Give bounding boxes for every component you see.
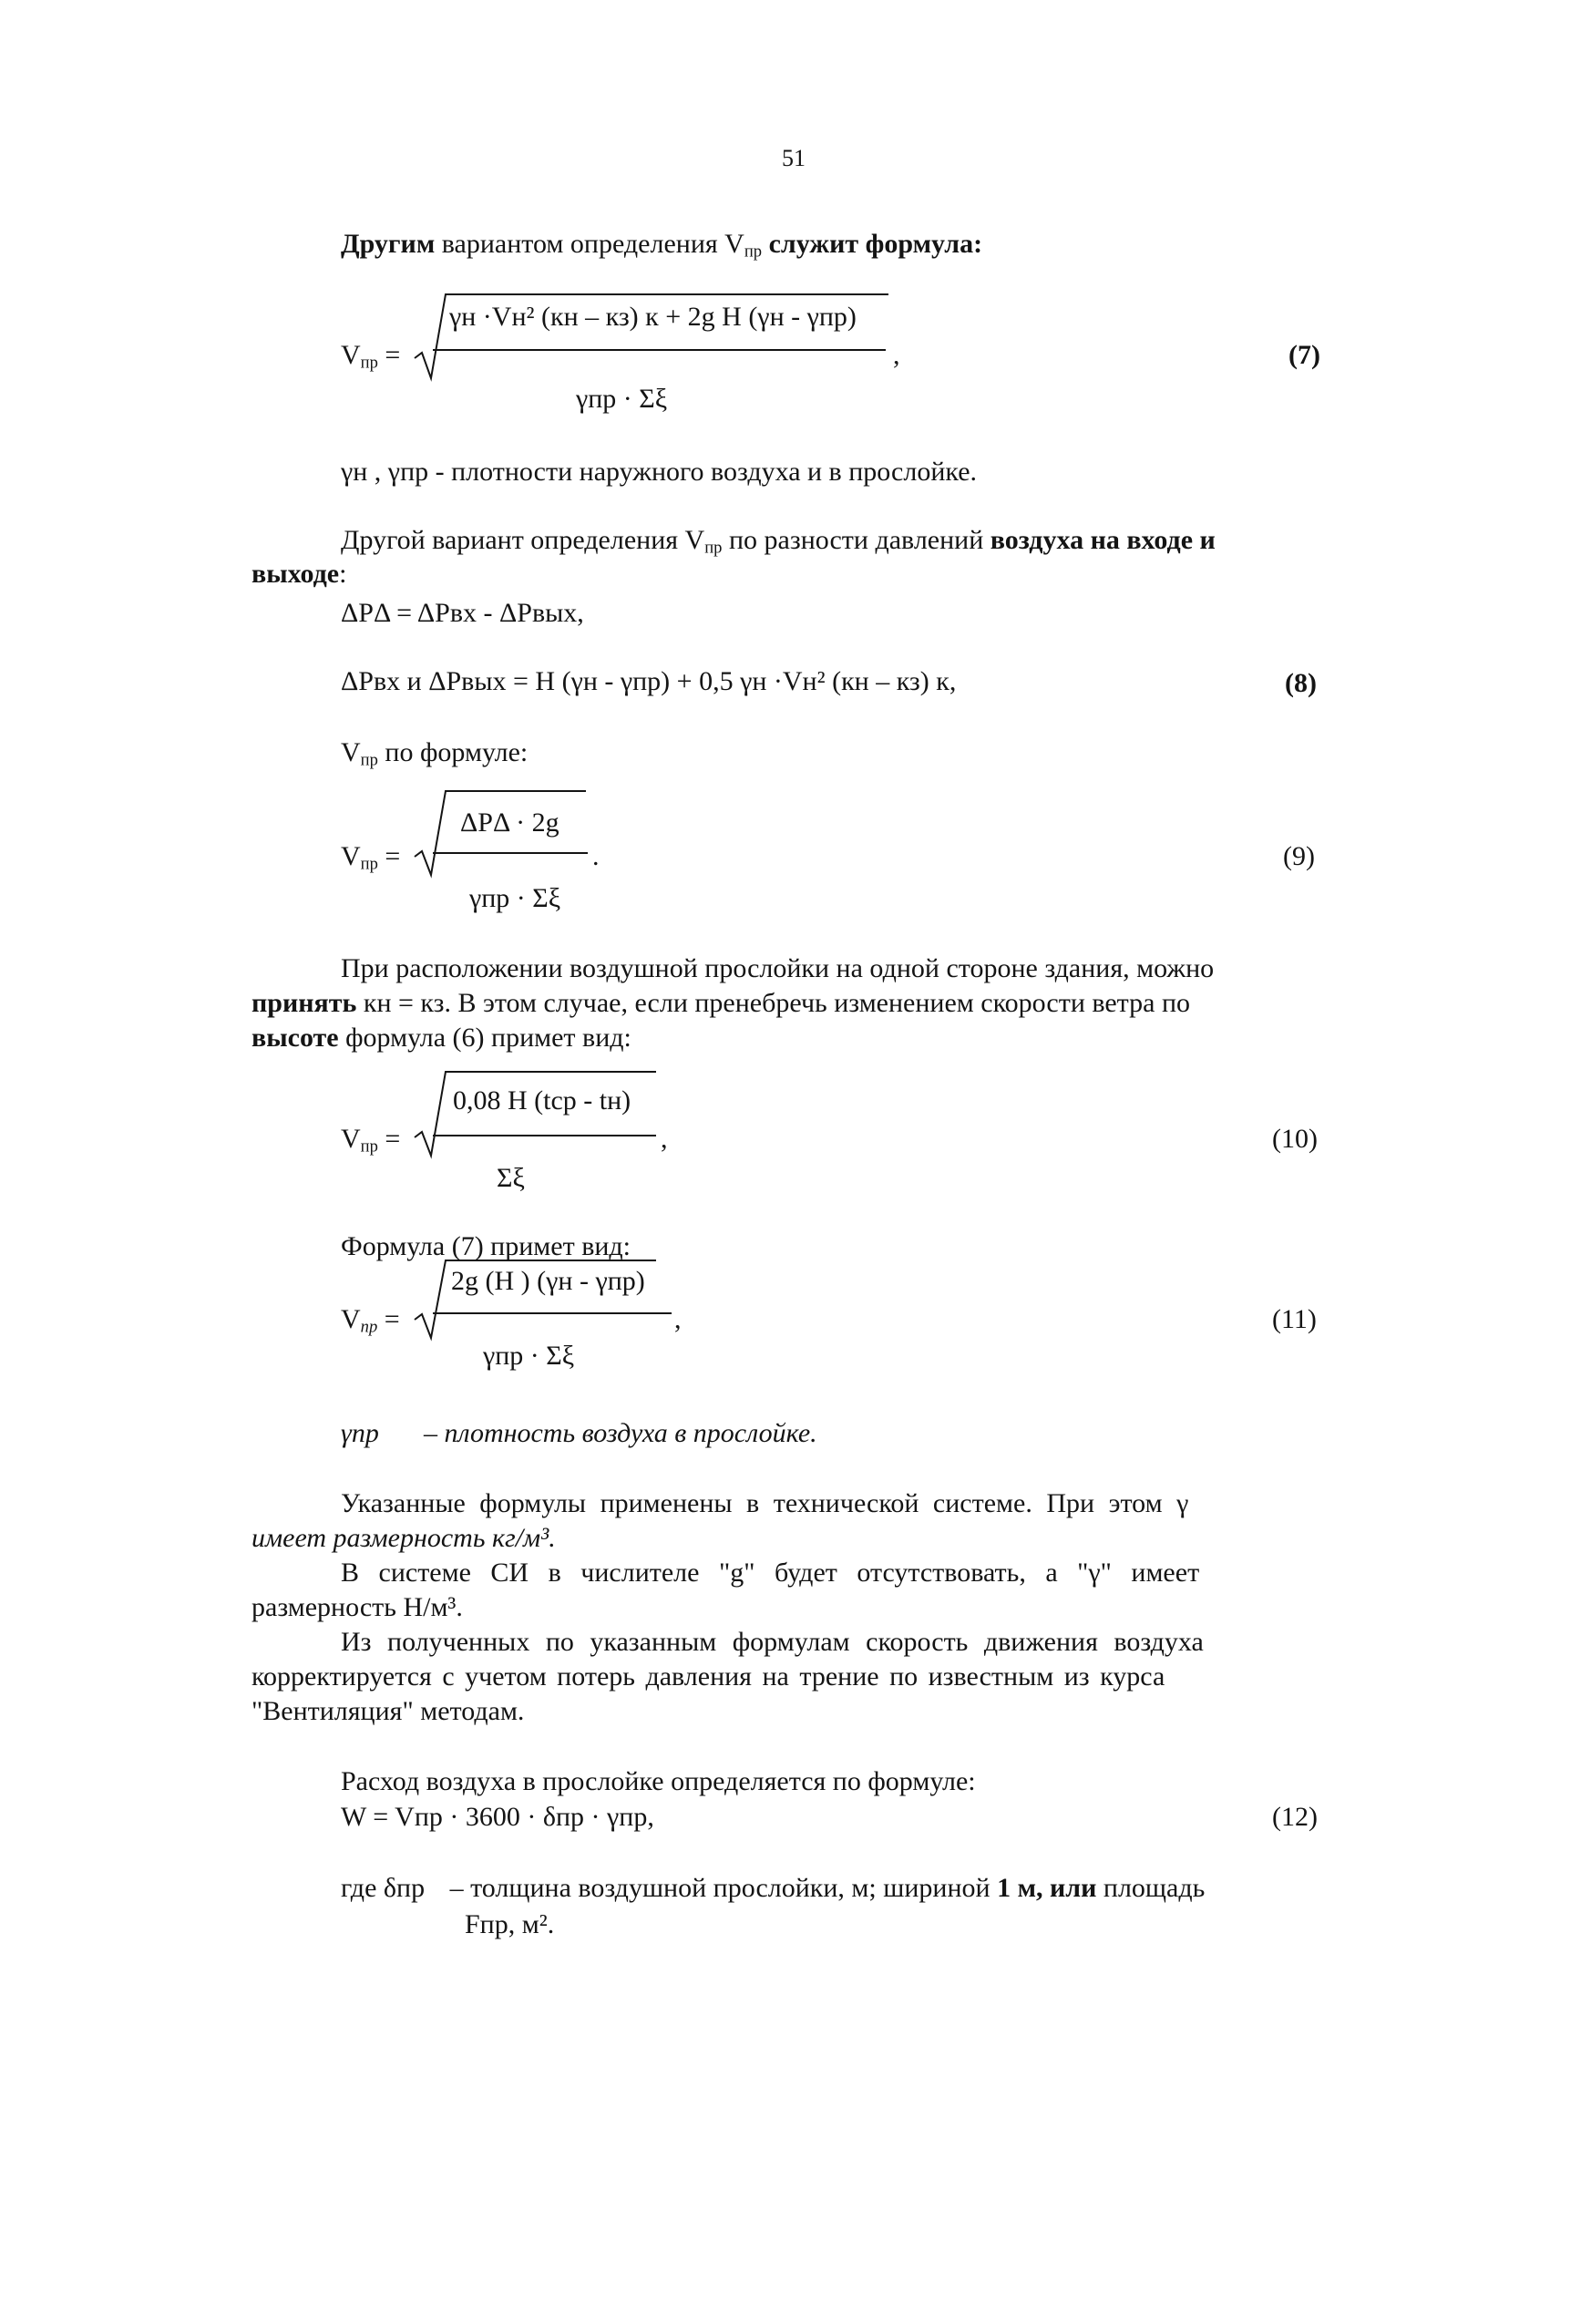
location-bold-prinyat: принять [251,988,357,1018]
correction-line-1: Из полученных по указанным формулам скорость движения воздуха [341,1627,1204,1657]
eq9-lhs: $V_{пр}$ = [341,841,401,874]
vpr-text: по формуле: [377,737,529,767]
vpr-sub: пр [360,750,378,770]
location-line-1: При расположении воздушной прослойки на одной стороне здания, можно [341,953,1215,983]
page-number: 51 [782,145,806,171]
variant2-line1 [341,524,1216,559]
intro-sub-1: пр [744,242,763,262]
eq11-lhs-v: V [341,1304,361,1334]
eq7-number: (7) [1288,340,1320,370]
eq11-fraction-bar [433,1312,672,1314]
units-line-1-text: Указанные формулы применены в технической системе. При этом γ [341,1488,1189,1518]
location-line-3 [251,1022,631,1054]
formula7-caption: Формула (7) примет вид: [341,1231,631,1261]
eq10-lhs: $V_{пр}$ = [341,1124,401,1157]
eq9-lhs-v: V [341,841,361,871]
eq7-trail: , [893,340,900,370]
gamma-pr-text: – плотность воздуха в прослойке. [424,1418,817,1448]
eq9-numerator: ΔPΔ · 2g [460,807,559,838]
location-line-2 [251,987,1190,1020]
where-text-2: площадь [1096,1873,1206,1903]
location-line3-rest: формула (6) примет вид: [338,1023,631,1053]
eq7-fraction-bar [433,349,886,351]
eq12-body: W = Vпр · 3600 · δпр · γпр, [341,1802,654,1832]
gamma-note: γн , γпр - плотности наружного воздуха и в прослойке. [341,457,978,487]
eq7-lhs: $V_{пр}$ = [341,340,401,373]
eq11-trail: , [674,1304,682,1334]
eq7-numerator: γн ·Vн² (кн – кз) к + 2g H (γн - γпр) [449,302,857,332]
eq7-lhs-v: V [341,340,361,370]
eq11-lhs-sub: пр [360,1317,378,1337]
correction-line-3: "Вентиляция" методам. [251,1696,525,1726]
eq7-lhs-sub: пр [360,353,378,373]
variant2-text-1: Другой вариант определения V [341,525,705,555]
eq7-denominator: γпр · Σξ [576,384,668,414]
where-line-1 [341,1872,1205,1905]
eq10-denominator: Σξ [497,1163,525,1193]
eq10-numerator: 0,08 H (tср - tн) [453,1085,631,1116]
where-text-1: – толщина воздушной прослойки, м; шириной [449,1873,998,1903]
eq10-lhs-sub: пр [360,1136,378,1157]
eq11-denominator: γпр · Σξ [483,1341,575,1371]
vpr-formula-line [341,736,528,771]
location-line2-rest: кн = кз. В этом случае, если пренебречь изменением скорости ветра по [356,988,1191,1018]
eq9-lhs-sub: пр [360,854,378,874]
where-bold-1: 1 м, или [997,1873,1097,1903]
gamma-pr-symbol: γпр [341,1418,379,1448]
variant2-line2 [251,558,346,591]
eq9-number: (9) [1283,841,1315,871]
eq8-number: (8) [1285,668,1317,698]
flow-caption: Расход воздуха в прослойке определяется по формуле: [341,1766,976,1796]
intro-bold-1: Другим [341,229,436,259]
si-line-2: размерность Н/м³. [251,1592,463,1622]
eq11-lhs: $V_{пр}$ = [341,1304,400,1337]
eq10-fraction-bar [433,1135,656,1136]
units-line-2: имеет размерность кг/м³. [251,1523,556,1553]
si-line-1: В системе СИ в числителе "g" будет отсутствовать, а "γ" имеет [341,1558,1200,1588]
variant2-sub-1: пр [704,538,723,558]
units-line-1 [341,1487,1325,1520]
eq9-fraction-bar [433,852,588,854]
where-line-2: Fпр, м². [465,1909,555,1939]
eq-delta-p: ΔPΔ = ΔPвх - ΔPвых, [341,598,584,628]
eq9-denominator: γпр · Σξ [469,883,561,913]
vpr-v: V [341,737,361,767]
eq9-trail: . [592,841,600,871]
intro-text-1: вариантом определения V [435,229,744,259]
intro-line [341,228,982,262]
eq10-number: (10) [1272,1124,1318,1154]
eq11-number: (11) [1272,1304,1317,1334]
eq10-trail: , [661,1124,668,1154]
eq10-lhs-v: V [341,1124,361,1154]
variant2-text-3: : [339,559,347,589]
intro-bold-2: служит формула: [762,229,983,259]
eq12-number: (12) [1272,1802,1318,1832]
where-label: где δпр [341,1873,426,1903]
correction-line-2: корректируется с учетом потерь давления на трение по известным из курса [251,1661,1165,1692]
eq11-numerator: 2g (H ) (γн - γпр) [451,1266,645,1296]
location-bold-vysote: высоте [251,1023,339,1053]
variant2-bold-1: воздуха на входе и [990,525,1216,555]
eq8-body: ΔPвх и ΔPвых = H (γн - γпр) + 0,5 γн ·Vн² (кн – кз) к, [341,666,957,696]
variant2-bold-2: выходе [251,559,340,589]
variant2-text-2: по разности давлений [722,525,991,555]
